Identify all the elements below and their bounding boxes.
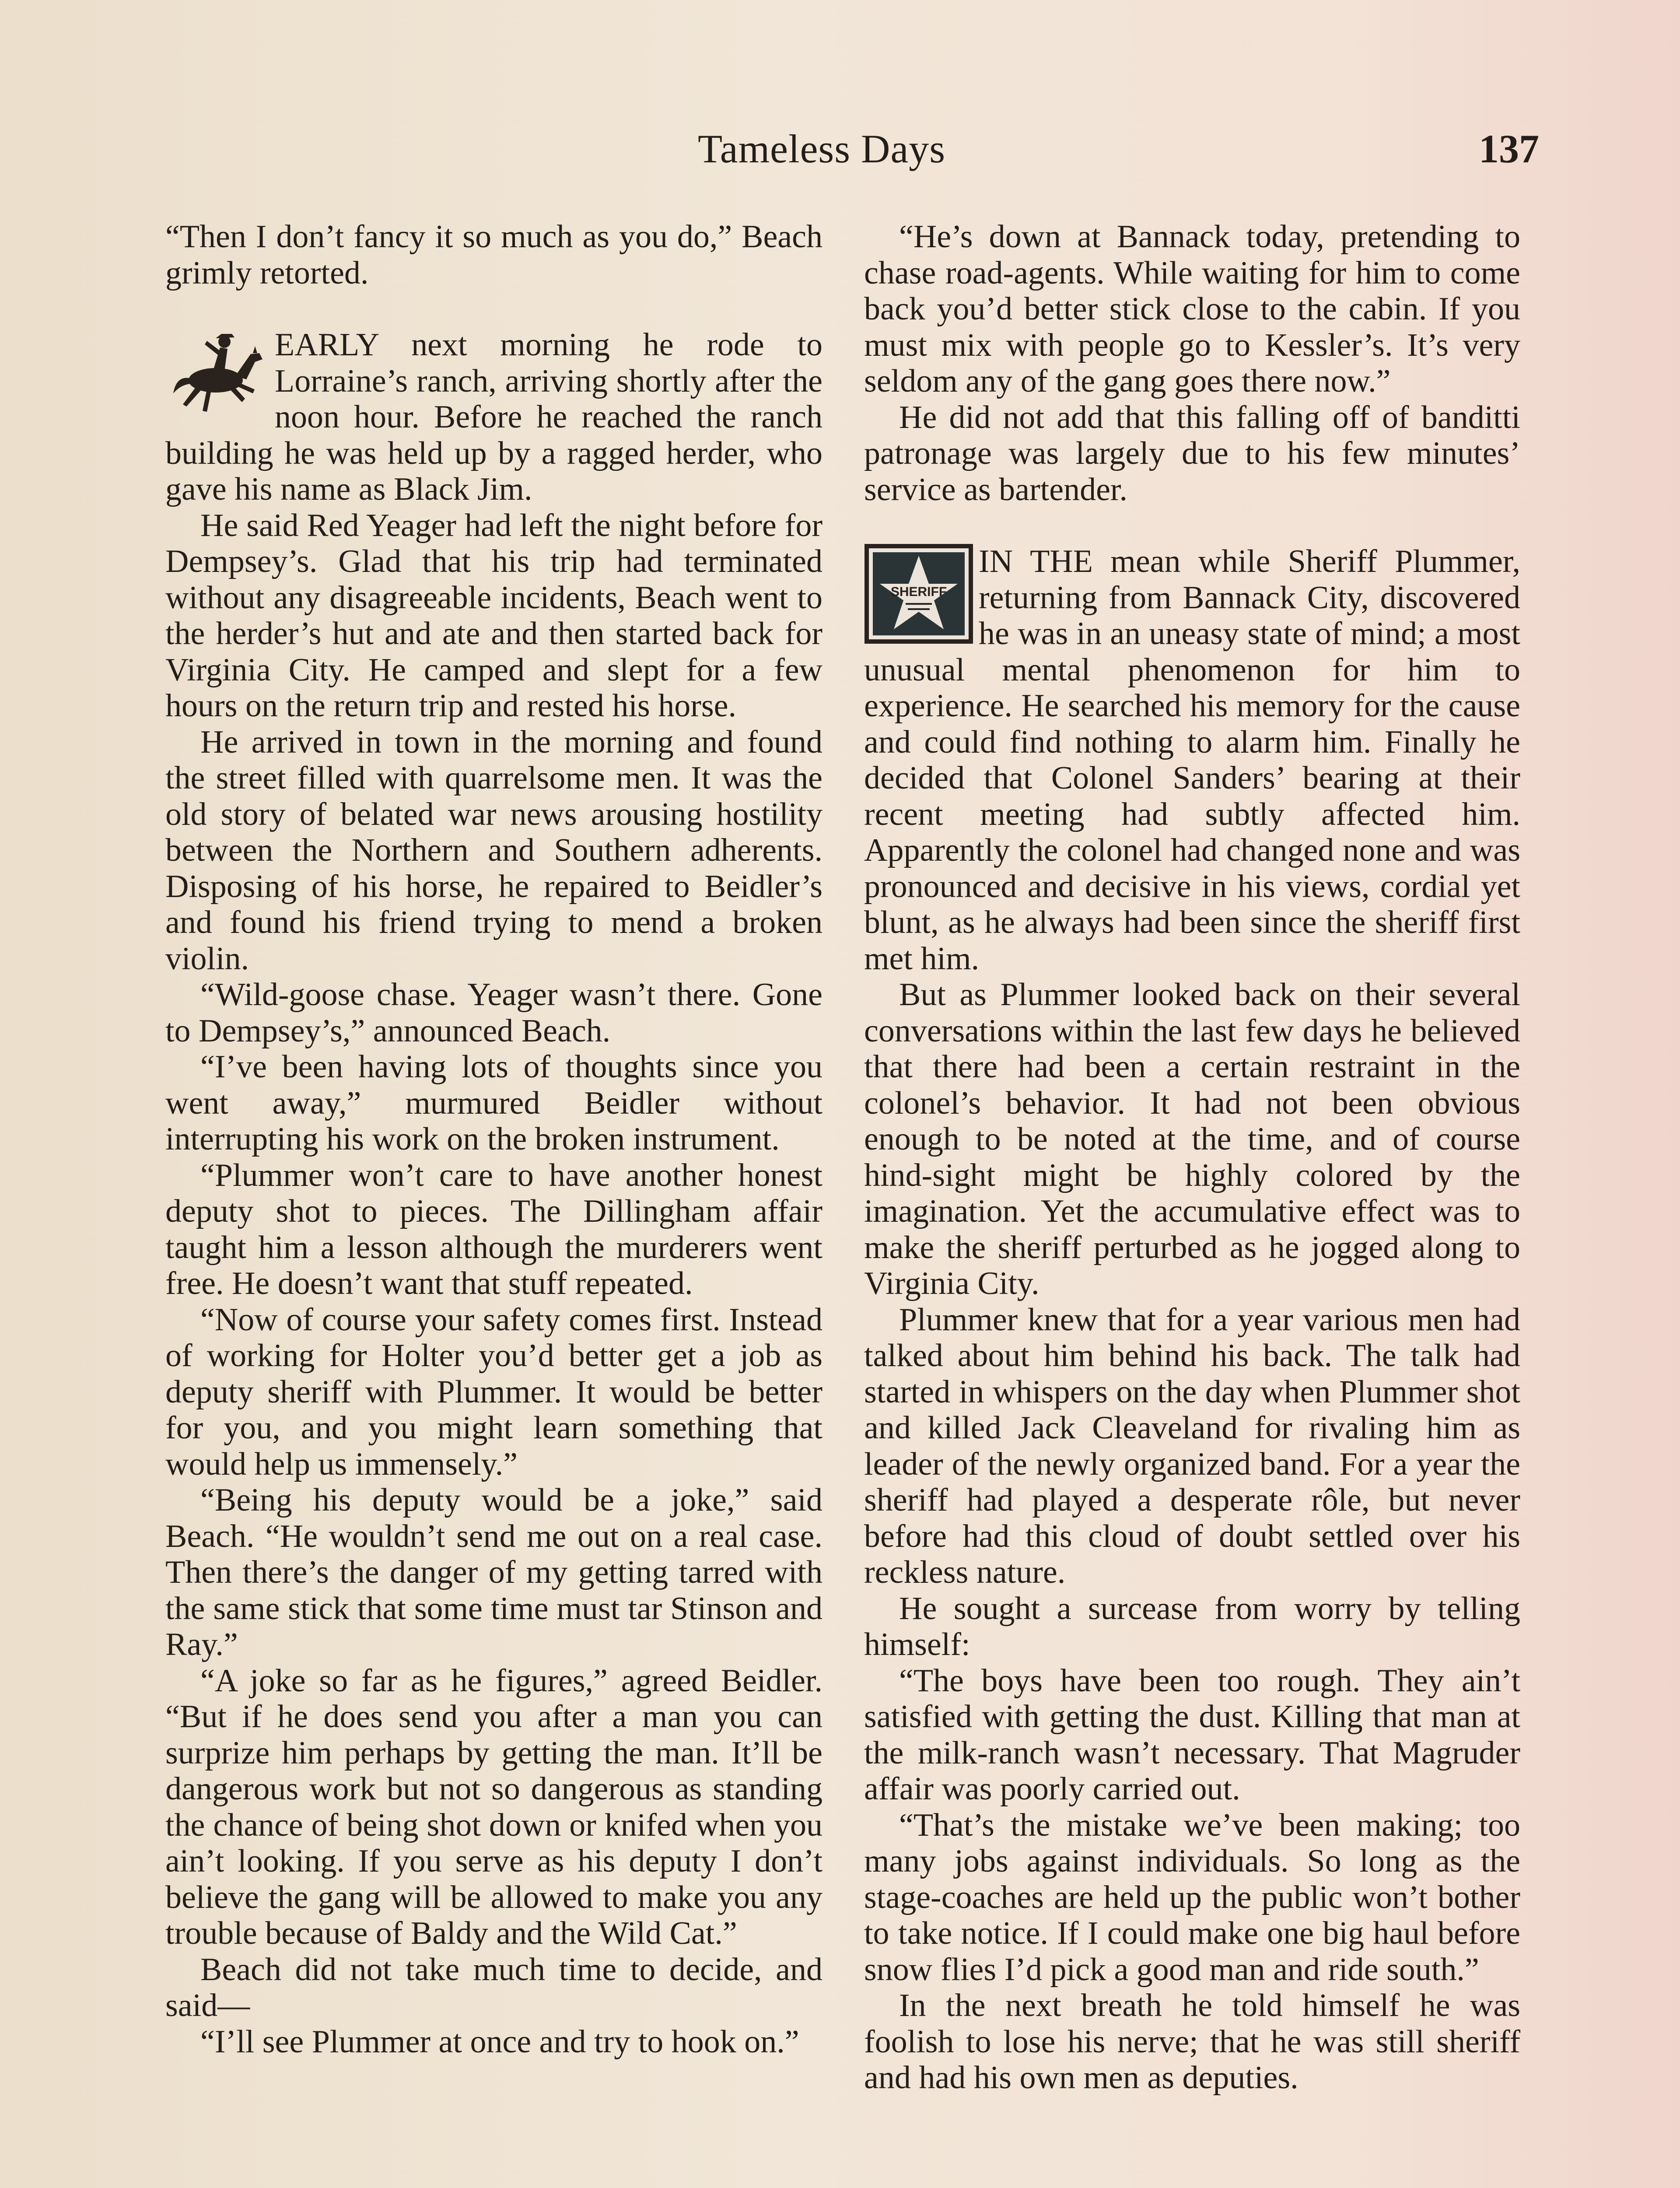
paragraph: EARLY next morning he rode to Lorraine’s ranch, arriving shortly after the noon hour. Before he reached the ranch building he was held up by a ragged herder, who gave his name as Black Jim. — [165, 327, 822, 507]
left-column — [165, 219, 822, 2060]
paragraph: “I’ll see Plummer at once and try to hook on.” — [200, 2023, 799, 2060]
sheriff-badge-label: SHERIFF — [890, 585, 947, 599]
paragraph: But as Plummer looked back on their several conversations within the last few days he believed that there had been a certain restraint in the colonel’s behavior. It had not been obvious enough to be noted at the time, and of course hind-sight might be highly colored by the imagination. Yet the accumulative effect was to make the sheriff perturbed as he jogged along to Virginia City. — [864, 977, 1520, 1301]
paragraph: He said Red Yeager had left the night before for Dempsey’s. Glad that his trip had terminated without any disagreeable incidents, Beach went to the herder’s hut and ate and then started back for Virginia City. He camped and slept for a few hours on the return trip and rested his horse. — [165, 507, 822, 724]
paragraph: IN THE mean while Sheriff Plummer, returning from Bannack City, discovered he was in an uneasy state of mind; a most unusual mental phenomenon for him to experience. He searched his memory for the cause and could find nothing to alarm him. Finally he decided that Colonel Sanders’ bearing at their recent meeting had subtly affected him. Apparently the colonel had changed none and was pronounced and decisive in his views, cordial yet blunt, as he always had been since the sheriff first met him. — [864, 543, 1520, 977]
right-column — [864, 219, 1520, 2096]
paragraph: “Being his deputy would be a joke,” said Beach. “He wouldn’t send me out on a real case. Then there’s the danger of my getting tarred with the same stick that some time must tar Stinson and Ray.” — [165, 1482, 822, 1662]
paragraph: “A joke so far as he figures,” agreed Beidler. “But if he does send you after a man you can surprize him perhaps by getting the man. It’ll be dangerous work but not so dangerous as standing the chance of being shot down or knifed when you ain’t looking. If you serve as his deputy I don’t believe the gang will be allowed to make you any trouble because of Baldy and the Wild Cat.” — [165, 1662, 822, 1951]
paragraph: “He’s down at Bannack today, pretending to chase road-agents. While waiting for him to come back you’d better stick close to the cabin. If you must mix with people go to Kessler’s. It’s very seldom any of the gang goes there now.” — [864, 219, 1520, 399]
paragraph: In the next breath he told himself he was foolish to lose his nerve; that he was still sheriff and had his own men as deputies. — [864, 1988, 1520, 2096]
sheriff-star-badge-icon — [864, 543, 973, 644]
paragraph: “Plummer won’t care to have another honest deputy shot to pieces. The Dillingham affair taught him a lesson although the murderers went free. He doesn’t want that stuff repeated. — [165, 1157, 822, 1301]
section-break — [165, 291, 822, 327]
running-header-title: Tameless Days — [698, 126, 946, 171]
paragraph: “Now of course your safety comes first. Instead of working for Holter you’d better get a job as deputy sheriff with Plummer. It would be better for you, and you might learn something that would help us immensely.” — [165, 1301, 822, 1482]
paragraph: He arrived in town in the morning and found the street filled with quarrelsome men. It was the old story of belated war news arousing hostility between the Northern and Southern adherents. Disposing of his horse, he repaired to Beidler’s and found his friend trying to mend a broken violin. — [165, 724, 822, 977]
paragraph: He did not add that this falling off of banditti patronage was largely due to his few minutes’ service as bartender. — [864, 399, 1520, 508]
paragraph: “Wild-goose chase. Yeager wasn’t there. Gone to Dempsey’s,” announced Beach. — [165, 977, 822, 1049]
horse-and-rider-icon — [165, 328, 270, 415]
paragraph: Beach did not take much time to decide, and said— — [165, 1951, 822, 2023]
section-break — [864, 508, 1520, 543]
paragraph: “Then I don’t fancy it so much as you do,” Beach grimly retorted. — [165, 219, 822, 291]
paragraph: He sought a surcease from worry by telling himself: — [864, 1590, 1520, 1662]
paragraph: “That’s the mistake we’ve been making; too many jobs against individuals. So long as the stage-coaches are held up the public won’t bother to take notice. If I could make one big haul before snow flies I’d pick a good man and ride south.” — [864, 1807, 1520, 1988]
paragraph: “I’ve been having lots of thoughts since you went away,” murmured Beidler without interrupting his work on the broken instrument. — [165, 1049, 822, 1157]
paragraph: “The boys have been too rough. They ain’t satisfied with getting the dust. Killing that man at the milk-ranch wasn’t necessary. That Magruder affair was poorly carried out. — [864, 1662, 1520, 1807]
paragraph: Plummer knew that for a year various men had talked about him behind his back. The talk had started in whispers on the day when Plummer shot and killed Jack Cleaveland for rivaling him as leader of the newly organized band. For a year the sheriff had played a desperate rôle, but never before had this cloud of doubt settled over his reckless nature. — [864, 1301, 1520, 1590]
page-number: 137 — [1479, 126, 1539, 171]
